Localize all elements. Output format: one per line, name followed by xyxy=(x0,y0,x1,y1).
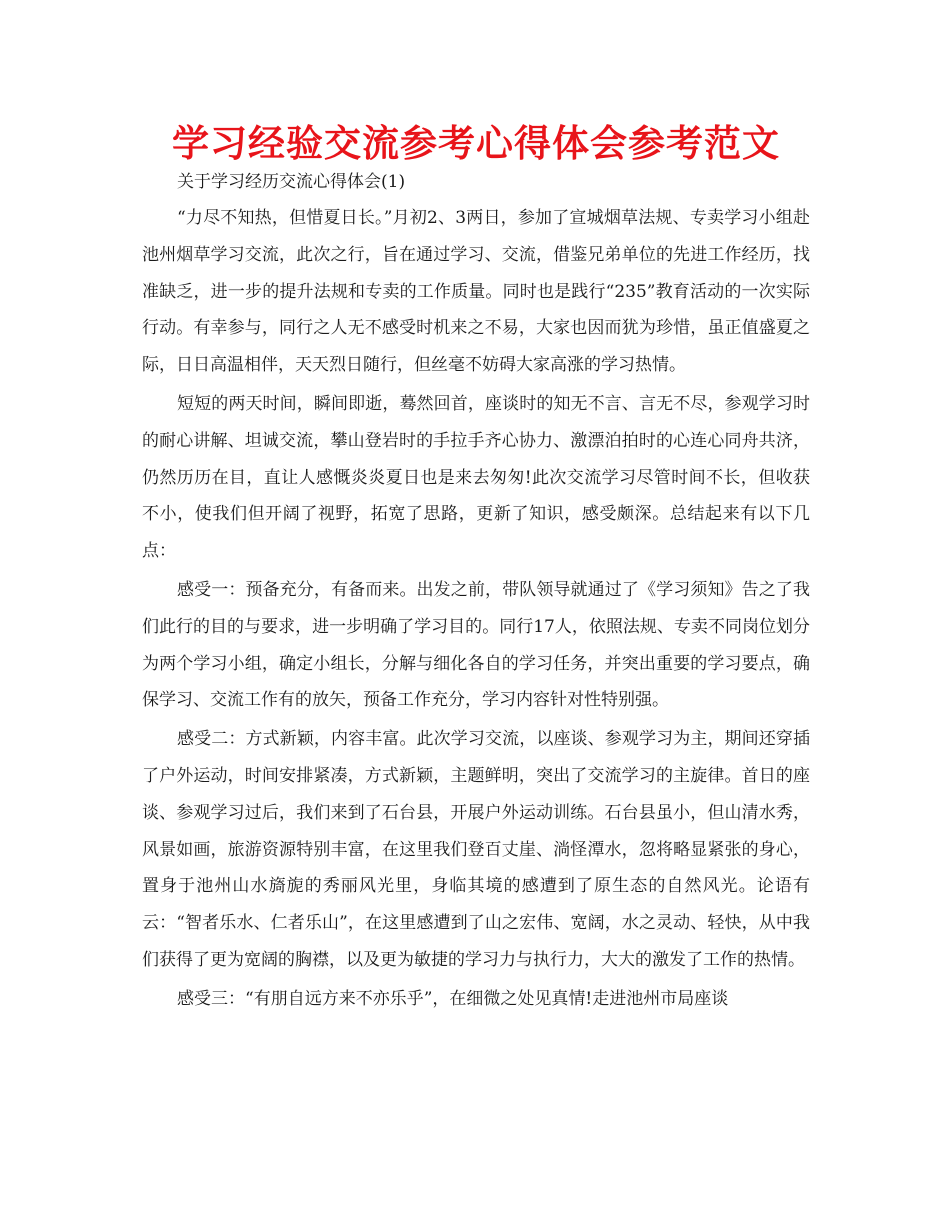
document-subtitle: 关于学习经历交流心得体会(1) xyxy=(177,172,406,192)
paragraph-1: “力尽不知热，但惜夏日长。”月初2、3两日，参加了宣城烟草法规、专卖学习小组赴池州烟草学习交流，此次之行，旨在通过学习、交流，借鉴兄弟单位的先进工作经历，找准缺乏，进一步的提升法规和专卖的工作质量。同时也是践行“235”教育活动的一次实际行动。有幸参与，同行之人无不感受时机来之不易，大家也因而犹为珍惜，虽正值盛夏之际，日日高温相伴，天天烈日随行，但丝毫不妨碍大家高涨的学习热情。 xyxy=(142,208,810,376)
paragraph-3: 感受一：预备充分，有备而来。出发之前，带队领导就通过了《学习须知》告之了我们此行的目的与要求，进一步明确了学习目的。同行17人，依照法规、专卖不同岗位划分为两个学习小组，确定小组长，分解与细化各自的学习任务，并突出重要的学习要点，确保学习、交流工作有的放矢，预备工作充分，学习内容针对性特别强。 xyxy=(142,579,810,711)
document-title: 学习经验交流参考心得体会参考范文 xyxy=(172,122,780,165)
paragraph-5: 感受三：“有朋自远方来不亦乐乎”，在细微之处见真情!走进池州市局座谈 xyxy=(177,988,729,1009)
paragraph-2: 短短的两天时间，瞬间即逝，蓦然回首，座谈时的知无不言、言无不尽，参观学习时的耐心讲解、坦诚交流，攀山登岩时的手拉手齐心协力、激漂泊拍时的心连心同舟共济，仍然历历在目，直让人感慨炎炎夏日也是来去匆匆!此次交流学习尽管时间不长，但收获不小，使我们但开阔了视野，拓宽了思路，更新了知识，感受颇深。总结起来有以下几点： xyxy=(142,393,810,562)
paragraph-4: 感受二：方式新颖，内容丰富。此次学习交流，以座谈、参观学习为主，期间还穿插了户外运动，时间安排紧凑，方式新颖，主题鲜明，突出了交流学习的主旋律。首日的座谈、参观学习过后，我们来到了石台县，开展户外运动训练。石台县虽小，但山清水秀，风景如画，旅游资源特别丰富，在这里我们登百丈崖、淌怪潭水，忽将略显紧张的身心，置身于池州山水旖旎的秀丽风光里，身临其境的感遭到了原生态的自然风光。论语有云：“智者乐水、仁者乐山”，在这里感遭到了山之宏伟、宽阔，水之灵动、轻快，从中我们获得了更为宽阔的胸襟，以及更为敏捷的学习力与执行力，大大的激发了工作的热情。 xyxy=(142,729,810,970)
document-page xyxy=(142,120,810,1020)
